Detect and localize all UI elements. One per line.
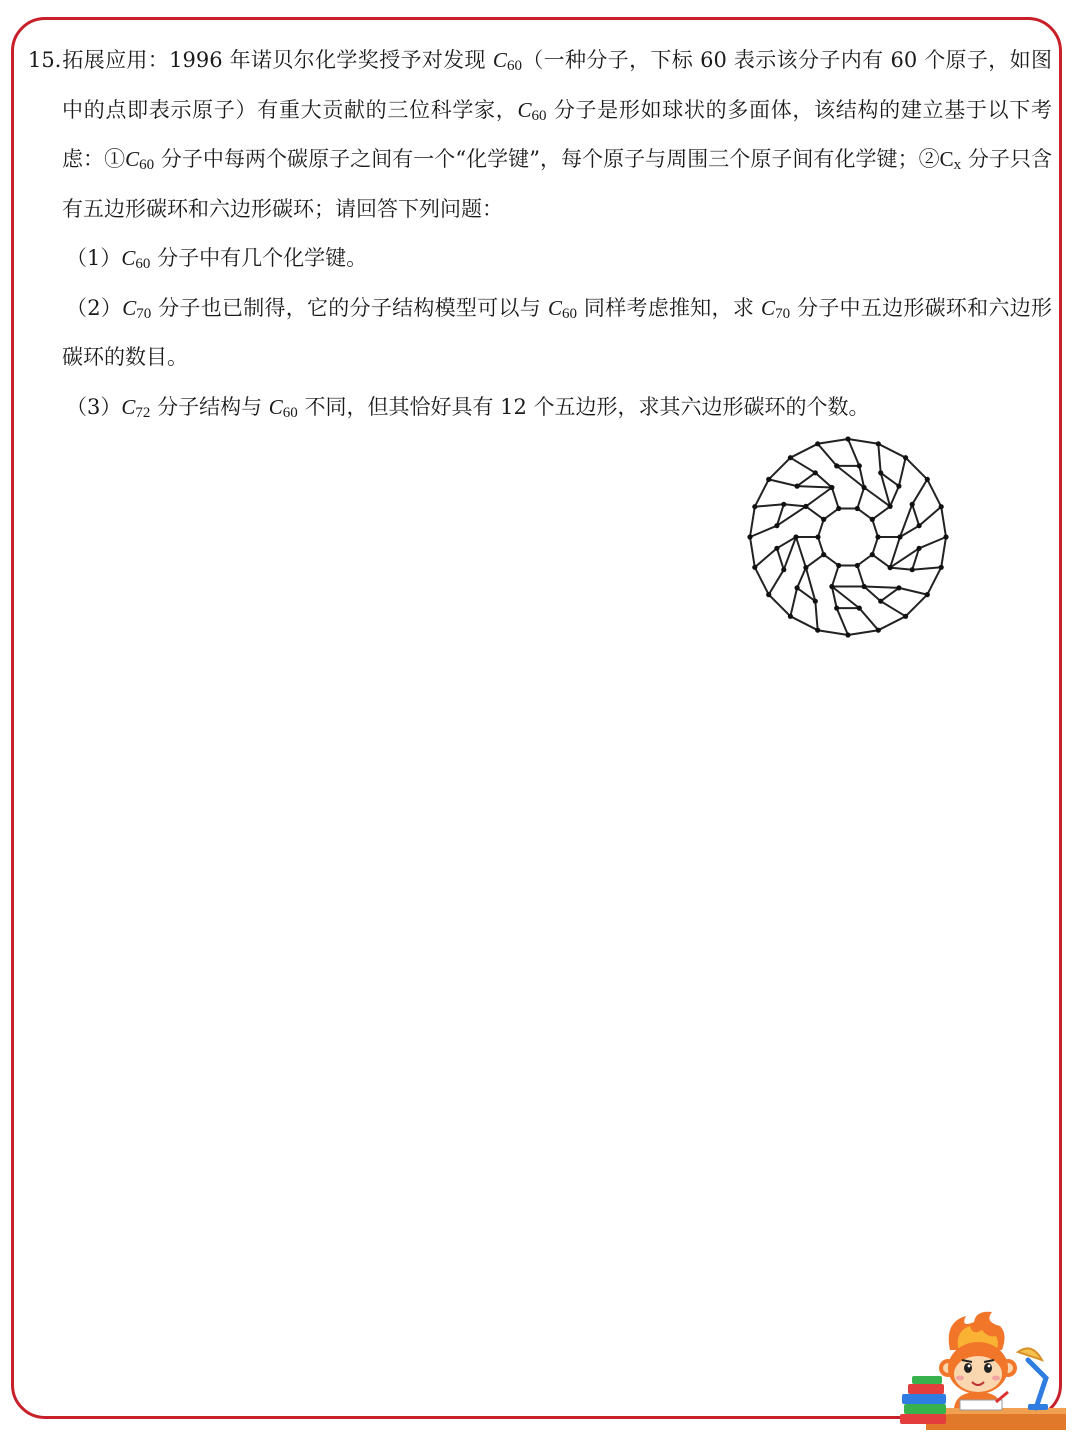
atom-dot — [862, 584, 867, 589]
atom-dot — [834, 606, 839, 611]
question-intro: 15．拓展应用：1996 年诺贝尔化学奖授予对发现 $C_{60}$（一种分子，下标 60 表示该分子内有 60 个原子，如图中的点即表示原子）有重大贡献的三位科学家，$C_{60}$ 分子是形如球状的多面体，该结构的建立基于以下考虑：$①C_{60}$ 分子中每两个碳原子之间有一个“化学键”，每个原子与周围三个原子间有化学键；$②C_x$ 分子只含有五边形碳环和六边形碳环；请回答下列问题： — [28, 36, 1052, 234]
atom-dot — [788, 614, 793, 619]
c60-fullerene-figure — [738, 430, 958, 645]
atom-dot — [870, 517, 875, 522]
bond-line — [906, 458, 928, 480]
atom-dot — [774, 523, 779, 528]
formula-cx: $C_x$ — [939, 147, 962, 173]
atom-dot — [925, 477, 930, 482]
bond-line — [912, 479, 927, 504]
formula-c72: $C_{72}$ — [121, 394, 151, 421]
atom-dot — [752, 565, 757, 570]
bond-line — [806, 506, 824, 519]
bond-line — [872, 555, 890, 568]
atom-dot — [793, 534, 798, 539]
atom-dot — [917, 546, 922, 551]
atom-dot — [910, 567, 915, 572]
bond-line — [899, 458, 906, 486]
atom-dot — [813, 599, 818, 604]
atom-dot — [834, 463, 839, 468]
atom-dot — [747, 534, 752, 539]
atom-dot — [829, 485, 834, 490]
atom-dot — [766, 477, 771, 482]
bond-line — [890, 486, 899, 506]
atom-dot — [766, 592, 771, 597]
bond-line — [755, 479, 769, 506]
bond-line — [919, 537, 946, 548]
bond-line — [872, 519, 878, 537]
bond-line — [848, 439, 859, 466]
atom-dot — [829, 584, 834, 589]
atom-dot — [803, 565, 808, 570]
bond-line — [806, 488, 832, 507]
atom-dot — [897, 534, 902, 539]
bond-line — [906, 595, 928, 617]
bond-line — [755, 567, 769, 594]
bond-line — [818, 444, 837, 466]
bond-line — [941, 507, 946, 537]
atom-dot — [875, 534, 880, 539]
question-15 — [28, 36, 1052, 432]
bond-line — [769, 570, 784, 595]
formula-c60: $C_{60}$ — [492, 48, 522, 74]
bond-line — [818, 439, 848, 444]
bond-line — [777, 548, 784, 569]
bond-line — [848, 630, 878, 635]
bond-line — [815, 601, 817, 630]
atom-dot — [815, 534, 820, 539]
formula-c60: $C_{60}$ — [268, 394, 298, 421]
atom-dot — [795, 585, 800, 590]
atom-dot — [862, 485, 867, 490]
atom-dot — [896, 484, 901, 489]
atom-dot — [888, 504, 893, 509]
atom-dot — [795, 484, 800, 489]
bond-line — [818, 630, 848, 635]
atom-dot — [878, 599, 883, 604]
bond-line — [848, 439, 878, 444]
bond-line — [790, 458, 815, 473]
bond-line — [750, 526, 777, 537]
bond-line — [824, 555, 839, 566]
bond-line — [941, 537, 946, 567]
atom-dot — [815, 441, 820, 446]
bond-line — [818, 537, 824, 555]
bond-line — [857, 566, 864, 587]
sub-question-2: $(2)C_{70}$ 分子也已制得，它的分子结构模型可以与 $C_{60}$ 同样考虑推知，求 $C_{70}$ 分子中五边形碳环和六边形碳环的数目。 — [62, 295, 1052, 369]
atom-dot — [917, 523, 922, 528]
bond-line — [815, 473, 832, 488]
formula-c60: $C_{60}$ — [125, 147, 155, 173]
bond-line — [755, 504, 784, 506]
bond-line — [919, 507, 941, 526]
formula-c70: $C_{70}$ — [122, 295, 152, 322]
bond-line — [818, 519, 824, 537]
bond-line — [750, 507, 755, 537]
atom-dot — [845, 436, 850, 441]
sub-question-1: $(1)C_{60}$ 分子中有几个化学键。 — [66, 246, 368, 272]
atom-dot — [821, 517, 826, 522]
bond-line — [872, 537, 878, 555]
atom-dot — [857, 606, 862, 611]
atom-dot — [803, 504, 808, 509]
bond-line — [878, 444, 905, 458]
bond-line — [899, 588, 927, 595]
atom-dot — [815, 628, 820, 633]
formula-c70: $C_{70}$ — [761, 295, 791, 322]
atom-dot — [781, 502, 786, 507]
bond-line — [796, 537, 806, 568]
atom-dot — [939, 565, 944, 570]
atom-dot — [813, 470, 818, 475]
atom-dot — [903, 614, 908, 619]
bond-line — [806, 555, 824, 568]
bond-line — [857, 509, 872, 520]
atom-dot — [752, 504, 757, 509]
sub-question-label: （3） — [66, 394, 122, 419]
bond-line — [881, 601, 906, 616]
bond-line — [790, 616, 817, 630]
formula-c60: $C_{60}$ — [121, 246, 151, 272]
atom-dot — [781, 567, 786, 572]
bond-line — [872, 506, 890, 519]
atom-dot — [878, 470, 883, 475]
atom-dot — [870, 552, 875, 557]
bond-line — [912, 504, 919, 525]
sub-question-label: （2） — [66, 295, 123, 320]
bond-line — [859, 608, 878, 630]
atom-dot — [845, 632, 850, 637]
atom-dot — [855, 506, 860, 511]
bond-line — [878, 616, 905, 630]
atom-dot — [896, 585, 901, 590]
bond-line — [750, 537, 755, 567]
atom-dot — [821, 552, 826, 557]
bond-line — [769, 479, 797, 486]
monkey-student-mascot-icon — [896, 1308, 1066, 1430]
atom-dot — [836, 563, 841, 568]
bond-line — [755, 548, 777, 567]
bond-line — [784, 537, 796, 570]
bond-line — [769, 458, 791, 480]
bond-line — [912, 567, 941, 569]
atom-dot — [857, 463, 862, 468]
bond-line — [832, 566, 839, 587]
bond-line — [784, 504, 806, 506]
atom-dot — [855, 563, 860, 568]
atom-dot — [925, 592, 930, 597]
atom-dot — [888, 565, 893, 570]
atom-dot — [774, 546, 779, 551]
bond-line — [832, 488, 839, 509]
atom-dot — [836, 506, 841, 511]
sub-question-3: $(3)C_{72}$ 分子结构与 $C_{60}$ 不同，但其恰好具有 12 个五边形，求其六边形碳环的个数。 — [66, 394, 870, 421]
atom-dot — [903, 455, 908, 460]
bond-line — [900, 504, 912, 537]
bond-line — [864, 587, 881, 602]
bond-line — [769, 595, 791, 617]
formula-c60: $C_{60}$ — [517, 97, 547, 124]
bond-line — [878, 444, 880, 473]
atom-dot — [876, 628, 881, 633]
bond-line — [857, 488, 864, 509]
bond-line — [881, 588, 899, 601]
bond-line — [824, 509, 839, 520]
atom-dot — [943, 534, 948, 539]
question-number: 15． — [28, 48, 76, 72]
bond-line — [790, 444, 817, 458]
bond-line — [857, 555, 872, 566]
bond-line — [837, 608, 848, 635]
bond-line — [790, 588, 797, 616]
atom-dot — [939, 504, 944, 509]
bond-line — [864, 587, 899, 588]
sub-question-label: （1） — [66, 246, 122, 270]
atom-dot — [910, 502, 915, 507]
atom-dot — [788, 455, 793, 460]
formula-c60: $C_{60}$ — [547, 295, 577, 322]
bond-line — [797, 473, 815, 486]
atom-dot — [876, 441, 881, 446]
bond-line — [797, 568, 806, 588]
bond-line — [927, 479, 941, 506]
bond-line — [927, 567, 941, 594]
bond-line — [797, 486, 832, 487]
bond-line — [890, 568, 912, 570]
